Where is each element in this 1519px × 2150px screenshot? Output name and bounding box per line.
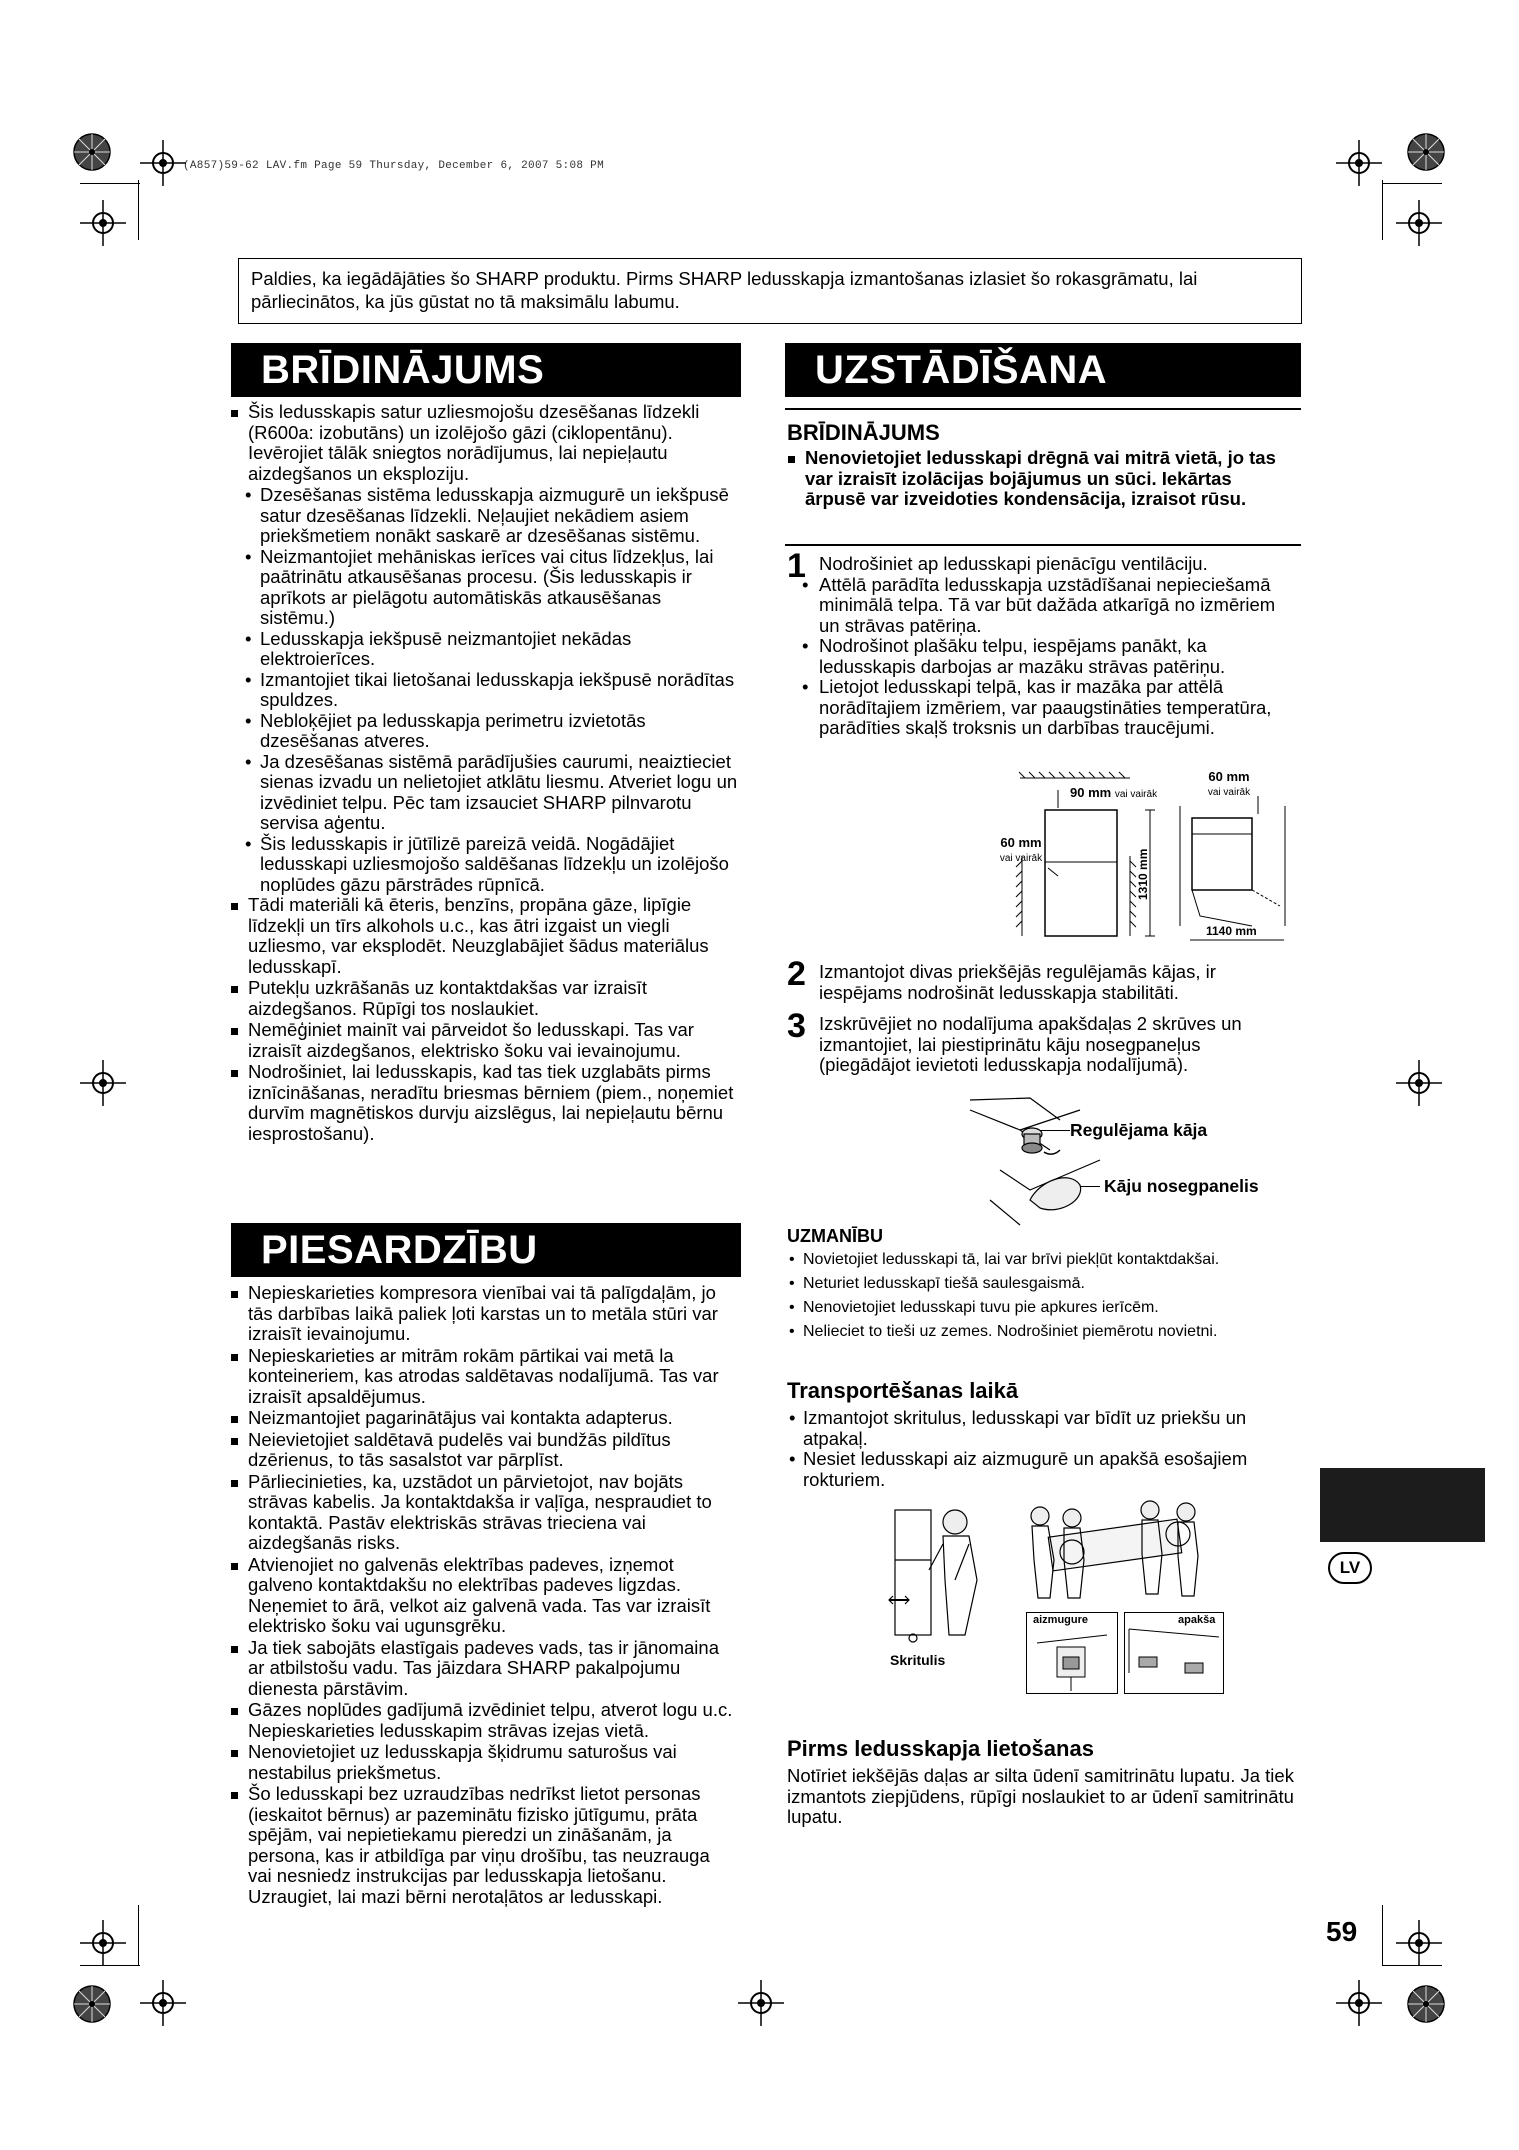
transport-section: [787, 1378, 1297, 1490]
intro-box: Paldies, ka iegādājāties šo SHARP produktu. Pirms SHARP ledusskapja izmantošanas izlasiet šo rokasgrāmatu, lai pārliecinātos, ka jūs gūstat no tā maksimālu labumu.: [238, 258, 1302, 324]
list-item: Nepieskarieties ar mitrām rokām pārtikai vai metā la konteineriem, kas atrodas saldētavas nodalījumā. Tas var izraisīt apsaldējumus.: [230, 1346, 738, 1408]
install-caution: [787, 1224, 1297, 1344]
installation-banner: UZSTĀDĪŠANA: [785, 343, 1301, 397]
step-text: Nodrošiniet ap ledusskapi pienācīgu ventilāciju.: [819, 553, 1208, 574]
foot-cover-label: Kāju nosegpanelis: [1104, 1176, 1259, 1196]
list-item: Neievietojiet saldētavā pudelēs vai bundžās pildītus dzērienus, to tās sasalstot var pārplīst.: [230, 1430, 738, 1471]
registration-mark-icon: [1396, 1060, 1442, 1106]
list-item: Nemēģiniet mainīt vai pārveidot šo ledusskapi. Tas var izraisīt aizdegšanos, elektrisko šoku vai ievainojumu.: [230, 1020, 738, 1061]
before-use-section: [787, 1736, 1297, 1828]
side-gap-label: [988, 836, 1054, 866]
color-target-icon: [72, 1984, 112, 2024]
registration-mark-icon: [1336, 1980, 1382, 2026]
step-number: 1: [787, 547, 806, 585]
step-number: 2: [787, 955, 806, 993]
list-item: • Lietojot ledusskapi telpā, kas ir mazāka par attēlā norādītajiem izmēriem, var paaugstināties temperatūra, parādīties skaļš troksnis un darbības traucējumi.: [787, 677, 1297, 739]
list-item: • Neturiet ledusskapī tiešā saulesgaismā.: [787, 1272, 1297, 1296]
top-gap-label: [1070, 786, 1157, 802]
list-item: • Šis ledusskapis ir jūtīlizē pareizā veidā. Nogādājiet ledusskapi uzliesmojošo saldēšanas līdzekļu un izolējošo noplūdes gāzu pārstrādes rūpnīcā.: [230, 834, 738, 896]
list-item: • Nelieciet to tieši uz zemes. Nodrošiniet piemērotu novietni.: [787, 1320, 1297, 1344]
list-item: • Nesiet ledusskapi aiz aizmugurē un apakšā esošajiem rokturiem.: [787, 1449, 1297, 1490]
caution-section: [230, 1283, 738, 1908]
rolling-illustration: [885, 1500, 995, 1650]
callout-line: [1080, 1186, 1100, 1187]
list-item: • Izmantojot skritulus, ledusskapi var bīdīt uz priekšu un atpakaļ.: [787, 1408, 1297, 1449]
registration-mark-icon: [1396, 200, 1442, 246]
trim-line: [138, 1905, 139, 1965]
step-number: 3: [787, 1007, 806, 1045]
step-2: [787, 955, 1297, 1003]
section-heading: BRĪDINĀJUMS: [787, 420, 940, 445]
list-item: Nepieskarieties kompresora vienībai vai tā palīgdaļām, jo tās darbības laikā paliek ļoti karstas un to metāla stūri var izraisīt ievainojumu.: [230, 1283, 738, 1345]
roller-label: Skritulis: [890, 1652, 946, 1668]
registration-mark-icon: [1336, 140, 1382, 186]
registration-mark-icon: [140, 1980, 186, 2026]
print-header: (A857)59-62 LAV.fm Page 59 Thursday, December 6, 2007 5:08 PM: [183, 160, 604, 172]
list-item: • Nebloķējiet pa ledusskapja perimetru izvietotās dzesēšanas atveres.: [230, 711, 738, 752]
dimension-value: 60 mm: [1208, 769, 1250, 784]
step-text: Izmantojot divas priekšējās regulējamās kājas, ir iespējams nodrošināt ledusskapja stabilitāti.: [819, 961, 1216, 1003]
trim-line: [1382, 1965, 1442, 1966]
list-item: • Novietojiet ledusskapi tā, lai var brīvi piekļūt kontaktdakšai.: [787, 1248, 1297, 1272]
divider: [785, 408, 1301, 410]
side-tab: [1320, 1468, 1485, 1542]
registration-mark-icon: [80, 1060, 126, 1106]
list-item: Nodrošiniet, lai ledusskapis, kad tas tiek uzglabāts pirms iznīcināšanas, neradītu briesmas bērniem (piem., noņemiet durvīm magnētiskos durvju aizslēgus, lai nepieļautu bērnu iesprostošanu).: [230, 1062, 738, 1144]
section-heading: Pirms ledusskapja lietošanas: [787, 1736, 1094, 1761]
color-target-icon: [1406, 132, 1446, 172]
list-item: • Ja dzesēšanas sistēmā parādījušies caurumi, neaiztieciet sienas izvadu un nelietojiet atklātu liesmu. Atveriet logu un izvēdiniet telpu. Pēc tam izsauciet SHARP pilnvarotu servisa aģentu.: [230, 752, 738, 834]
dimension-note: vai vairāk: [999, 853, 1043, 864]
trim-line: [1382, 183, 1442, 184]
language-badge: LV: [1328, 1552, 1372, 1584]
install-warning: [787, 420, 1297, 511]
step-1: [787, 547, 1297, 739]
rear-label: aizmugure: [1033, 1614, 1089, 1626]
color-target-icon: [72, 132, 112, 172]
caution-banner: PIESARDZĪBU: [231, 1223, 741, 1277]
warning-banner: BRĪDINĀJUMS: [231, 343, 741, 397]
page-number: 59: [1326, 1916, 1358, 1947]
warning-section: [230, 402, 738, 1145]
registration-mark-icon: [738, 1980, 784, 2026]
list-item: Ja tiek sabojāts elastīgais padeves vads, tas ir jānomaina ar atbilstošu vadu. Tas jāizdara SHARP pakalpojumu dienesta pārstāvim.: [230, 1638, 738, 1700]
list-item: Nenovietojiet uz ledusskapja šķidrumu saturošus vai nestabilus priekšmetus.: [230, 1742, 738, 1783]
bottom-label: apakša: [1178, 1614, 1216, 1626]
trim-line: [80, 183, 140, 184]
list-item: Gāzes noplūdes gadījumā izvēdiniet telpu, atverot logu u.c. Nepieskarieties ledusskapim strāvas izejas vietā.: [230, 1700, 738, 1741]
list-item: Šo ledusskapi bez uzraudzības nedrīkst lietot personas (ieskaitot bērnus) ar pazeminātu fizisko jūtīgumu, prāta spējām, vai nepietiekamu pieredzi un zināšanām, ja persona, kas ir atbildīga par viņu drošību, tas neuzrauga vai nesniedz instrukcijas par ledusskapja lietošanu. Uzraugiet, lai mazi bērni nerotaļātos ar ledusskapi.: [230, 1784, 738, 1907]
list-item: • Attēlā parādīta ledusskapja uzstādīšanai nepieciešamā minimālā telpa. Tā var būt dažāda atkarīgā no izmēriem un strāvas patēriņa.: [787, 575, 1297, 637]
divider: [785, 544, 1301, 546]
adjustable-foot-label: Regulējama kāja: [1070, 1120, 1208, 1140]
list-item: Nenovietojiet ledusskapi drēgnā vai mitrā vietā, jo tas var izraisīt izolācijas bojājumus un sūci. Iekārtas ārpusē var izveidoties kondensācija, izraisot rūsu.: [787, 448, 1297, 510]
section-heading: Transportēšanas laikā: [787, 1378, 1019, 1403]
registration-mark-icon: [80, 1920, 126, 1966]
dimension-note: vai vairāk: [1114, 789, 1158, 800]
list-item: • Ledusskapja iekšpusē neizmantojiet nekādas elektroierīces.: [230, 629, 738, 670]
paragraph: Notīriet iekšējās daļas ar silta ūdenī samitrinātu lupatu. Ja tiek izmantots ziepjūdens, rūpīgi noslaukiet to ar ūdenī samitrinātu lupatu.: [787, 1765, 1294, 1827]
right-gap-label: [1196, 770, 1262, 800]
list-item: • Izmantojiet tikai lietošanai ledusskapja iekšpusē norādītas spuldzes.: [230, 670, 738, 711]
section-heading: UZMANĪBU: [787, 1226, 883, 1246]
trim-line: [1382, 1905, 1383, 1965]
list-item: Tādi materiāli kā ēteris, benzīns, propāna gāze, lipīgie līdzekļi un tīrs alkohols u.c., kas ātri izgaist un viegli uzliesmo, var eksplodēt. Neuzglabājiet šādus materiālus ledusskapī.: [230, 895, 738, 977]
step-3: [787, 1007, 1297, 1076]
dimension-value: 60 mm: [1000, 835, 1042, 850]
step-text: Izskrūvējiet no nodalījuma apakšdaļas 2 skrūves un izmantojiet, lai piestiprinātu kāju nosegpaneļus (piegādājot ievietoti ledusskapja nodalījumā).: [819, 1013, 1242, 1075]
list-item: • Neizmantojiet mehāniskas ierīces vai citus līdzekļus, lai paātrinātu atkausēšanas procesu. (Šis ledusskapis ir aprīkots ar pielāgotu automātiskās atkausēšanas sistēmu.): [230, 547, 738, 629]
registration-mark-icon: [140, 140, 186, 186]
trim-line: [1382, 180, 1383, 240]
list-item: Neizmantojiet pagarinātājus vai kontakta adapterus.: [230, 1408, 738, 1429]
trim-line: [80, 1965, 140, 1966]
list-item: Atvienojiet no galvenās elektrības padeves, izņemot galveno kontaktdakšu no elektrības padeves ligzdas. Neņemiet to ārā, velkot aiz galvenā vada. Tas var izraisīt elektrisko šoku vai ugunsgrēku.: [230, 1555, 738, 1637]
carrying-illustration: [1010, 1498, 1210, 1608]
list-item: • Dzesēšanas sistēma ledusskapja aizmugurē un iekšpusē satur dzesēšanas līdzekli. Neļaujiet nekādiem asiem priekšmetiem nonākt saskarē ar dzesēšanas sistēmu.: [230, 485, 738, 547]
list-item: • Nodrošinot plašāku telpu, iespējams panākt, ka ledusskapis darbojas ar mazāku strāvas patēriņu.: [787, 636, 1297, 677]
list-item: Putekļu uzkrāšanās uz kontaktdakšas var izraisīt aizdegšanos. Rūpīgi tos noslaukiet.: [230, 978, 738, 1019]
registration-mark-icon: [1396, 1920, 1442, 1966]
list-item: • Nenovietojiet ledusskapi tuvu pie apkures ierīcēm.: [787, 1296, 1297, 1320]
dimension-value: 90 mm: [1070, 785, 1112, 800]
color-target-icon: [1406, 1984, 1446, 2024]
dimension-note: vai vairāk: [1207, 787, 1251, 798]
list-item: Pārliecinieties, ka, uzstādot un pārvietojot, nav bojāts strāvas kabelis. Ja kontaktdakša ir vaļīga, nespraudiet to kontaktā. Pastāv elektriskās strāvas trieciena vai aizdegšanās risks.: [230, 1472, 738, 1554]
leg-cover-illustration: [960, 1090, 1120, 1230]
height-label: 1310 mm: [1136, 848, 1150, 900]
list-item: Šis ledusskapis satur uzliesmojošu dzesēšanas līdzekli (R600a: izobutāns) un izolējošo gāzi (ciklopentānu). Ievērojiet tālāk sniegtos norādījumus, lai nepieļautu aizdegšanos un eksploziju.: [230, 402, 738, 484]
depth-label: 1140 mm: [1206, 924, 1257, 938]
trim-line: [138, 180, 139, 240]
callout-line: [1040, 1130, 1070, 1131]
registration-mark-icon: [80, 200, 126, 246]
